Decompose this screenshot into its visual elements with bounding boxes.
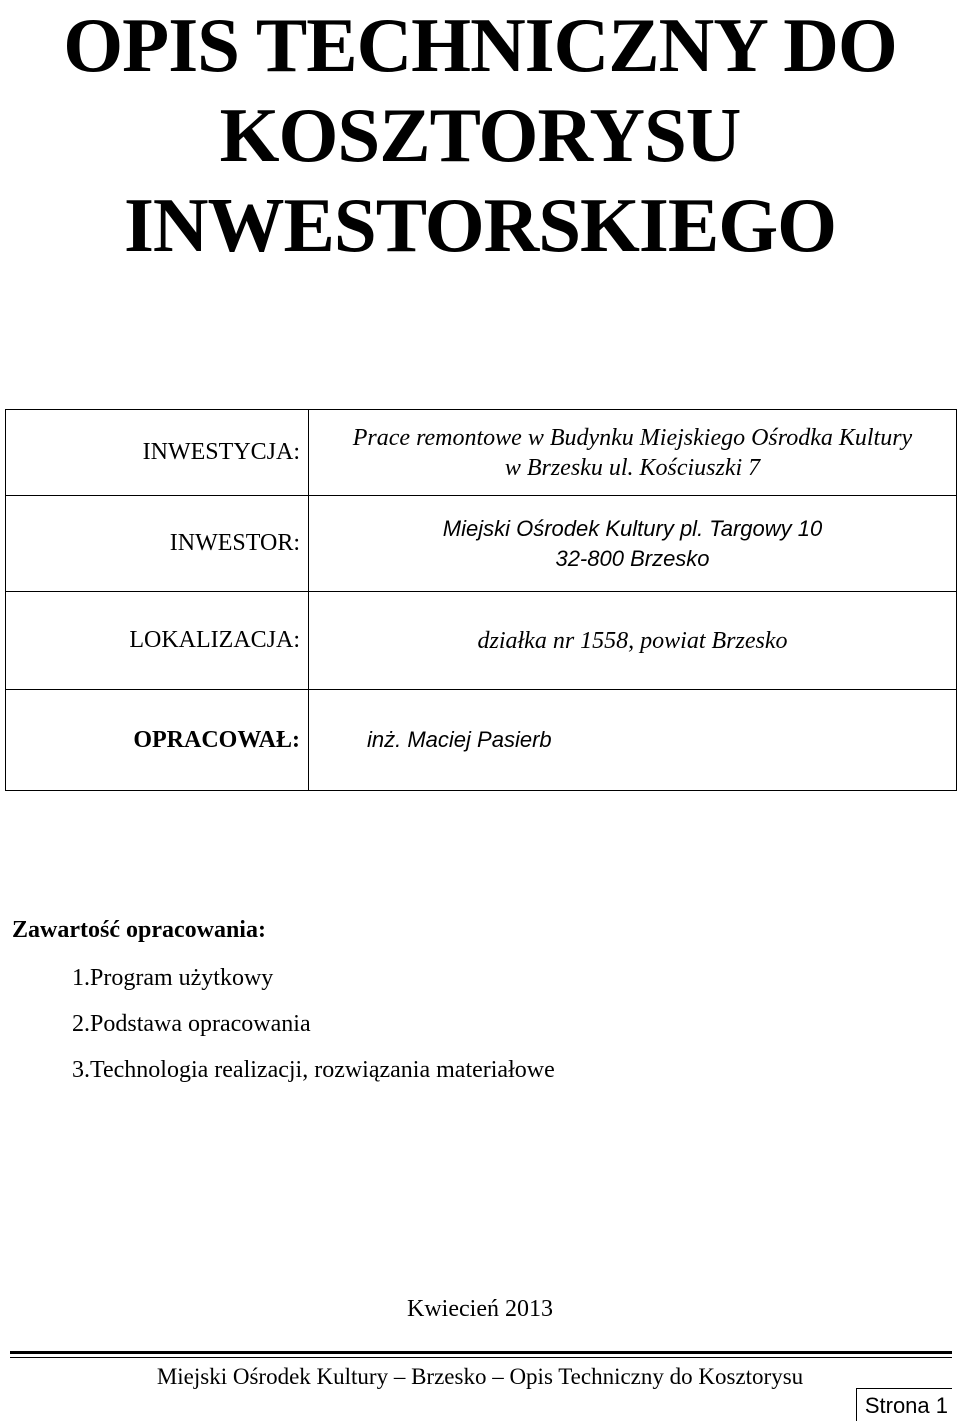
value-opracowal: inż. Maciej Pasierb: [309, 690, 957, 791]
value-line: w Brzesku ul. Kościuszki 7: [504, 454, 761, 481]
label-inwestor: INWESTOR:: [6, 496, 309, 592]
title-line: OPIS TECHNICZNY DO: [63, 2, 897, 88]
footer-rule-thick: [10, 1351, 952, 1354]
item-text: Technologia realizacji, rozwiązania materiałowe: [90, 1057, 555, 1083]
document-title: [0, 0, 960, 270]
list-item: [12, 955, 912, 1001]
footer-rule-thin: [10, 1357, 952, 1358]
item-number: 3.: [72, 1057, 90, 1083]
project-info-table: [5, 409, 957, 791]
value-line: Miejski Ośrodek Kultury pl. Targowy 10: [442, 515, 823, 541]
title-line: KOSZTORYSU: [219, 92, 741, 178]
row-inwestor: [6, 496, 957, 592]
item-text: Program użytkowy: [90, 965, 274, 991]
list-item: [12, 1047, 912, 1093]
row-lokalizacja: [6, 592, 957, 690]
row-opracowal: [6, 690, 957, 791]
page-number: Strona 1: [856, 1388, 952, 1421]
contents-heading: Zawartość opracowania:: [12, 917, 266, 943]
label-inwestycja: INWESTYCJA:: [6, 410, 309, 496]
item-number: 2.: [72, 1011, 90, 1037]
contents-list: [12, 955, 912, 1093]
list-item: [12, 1001, 912, 1047]
value-inwestor: [309, 496, 957, 592]
footer-text: Miejski Ośrodek Kultury – Brzesko – Opis Techniczny do Kosztorysu: [156, 1364, 804, 1389]
label-opracowal: OPRACOWAŁ:: [6, 690, 309, 791]
value-lokalizacja: działka nr 1558, powiat Brzesko: [309, 592, 957, 690]
item-text: Podstawa opracowania: [90, 1011, 311, 1037]
value-line: Prace remontowe w Budynku Miejskiego Ośrodka Kultury: [352, 424, 913, 451]
title-line: INWESTORSKIEGO: [123, 182, 837, 268]
value-line: 32-800 Brzesko: [555, 545, 710, 571]
contents-section: [12, 913, 912, 1093]
item-number: 1.: [72, 965, 90, 991]
row-inwestycja: [6, 410, 957, 496]
value-inwestycja: [309, 410, 957, 496]
document-date: Kwiecień 2013: [407, 1296, 553, 1322]
label-lokalizacja: LOKALIZACJA:: [6, 592, 309, 690]
